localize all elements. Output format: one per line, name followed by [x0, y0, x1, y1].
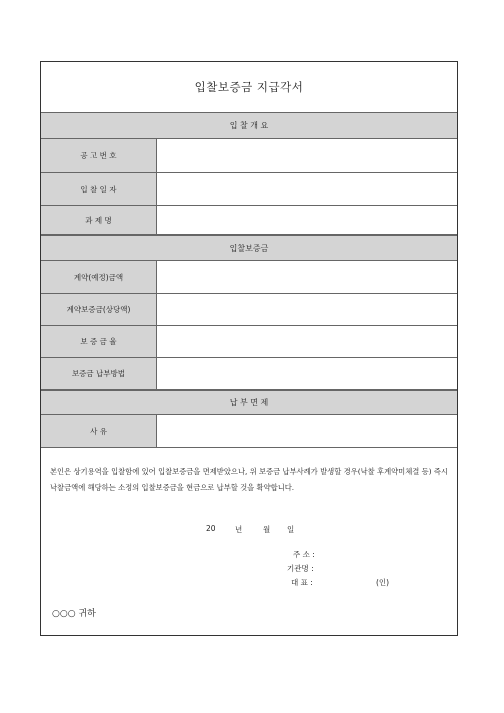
label-subject: 과 제 명 — [41, 206, 157, 234]
section-overview: 입 찰 개 요 — [41, 112, 457, 139]
label-deposit-rate: 보 증 금 율 — [41, 326, 157, 357]
date-year-prefix: 20 — [206, 524, 216, 533]
label-contract-deposit: 계약보증금(상당액) — [41, 294, 157, 325]
label-payment-method: 보증금 납부방법 — [41, 358, 157, 389]
date-day: 일 — [287, 525, 295, 534]
input-reason[interactable] — [157, 415, 457, 447]
label-address: 주 소 : — [293, 550, 315, 559]
input-payment-method[interactable] — [157, 358, 457, 389]
label-bid-date: 입 찰 일 자 — [41, 173, 157, 205]
row-reason — [41, 415, 457, 448]
label-reason: 사 유 — [41, 415, 157, 447]
input-deposit-rate[interactable] — [157, 326, 457, 357]
row-bid-date — [41, 173, 457, 206]
input-subject[interactable] — [157, 206, 457, 234]
document-title: 입찰보증금 지급각서 — [194, 80, 304, 94]
section-exemption: 납 부 면 제 — [41, 390, 457, 415]
input-notice-number[interactable] — [157, 139, 457, 172]
row-contract-amount — [41, 261, 457, 294]
row-subject — [41, 206, 457, 235]
date-month: 월 — [263, 525, 271, 534]
seal-mark: (인) — [376, 578, 390, 587]
row-notice-number — [41, 139, 457, 173]
label-institution: 기관명 : — [287, 564, 314, 573]
input-contract-amount[interactable] — [157, 261, 457, 293]
section-deposit: 입찰보증금 — [41, 235, 457, 261]
pledge-statement: 본인은 상기용역을 입찰함에 있어 입찰보증금을 면제받았으나, 위 보증금 납부사례가 발생할 경우(낙찰 후계약미체결 등) 즉시 낙찰금액에 해당하는 소정의 입찰보증금을 현금으로 납부할 것을 확약합니다. — [50, 467, 448, 492]
date-year: 년 — [235, 525, 243, 534]
row-contract-deposit — [41, 294, 457, 326]
input-contract-deposit[interactable] — [157, 294, 457, 325]
row-payment-method — [41, 358, 457, 390]
label-contract-amount: 계약(예정)금액 — [41, 261, 157, 293]
recipient: ○○○ 귀하 — [52, 609, 96, 619]
row-deposit-rate — [41, 326, 457, 358]
guarantee-form — [40, 61, 458, 636]
label-representative: 대 표 : — [291, 578, 313, 587]
label-notice-number: 공 고 번 호 — [41, 139, 157, 172]
input-bid-date[interactable] — [157, 173, 457, 205]
